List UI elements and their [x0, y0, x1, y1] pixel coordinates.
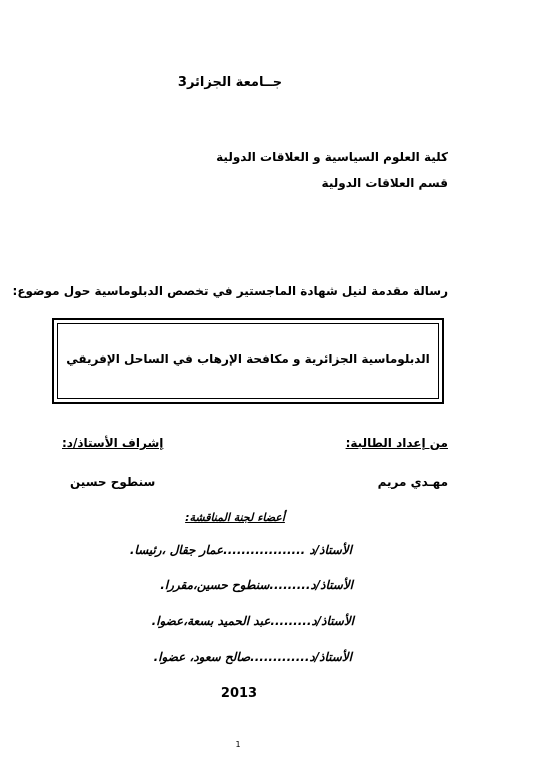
committee-title: أعضاء لجنة المناقشة:: [185, 511, 285, 524]
supervisor-label: إشراف الأستاذ/د:: [62, 436, 164, 450]
supervisor-name: سنطوح حسين: [70, 475, 156, 489]
committee-member: الأستاذ/د.........سنطوح حسين،مقررا.: [160, 578, 353, 592]
university-name: جــامعة الجزائر3: [177, 75, 283, 90]
committee-member: الأستاذ/د ..................عمار جقال ،رئيسا.: [129, 543, 352, 557]
student-name: مهـدي مريم: [377, 475, 448, 489]
department-name: قسم العلاقات الدولية: [321, 176, 448, 190]
memoir-statement: رسالة مقدمة لنيل شهادة الماجستير في تخصص الدبلوماسية حول موضوع:: [12, 284, 448, 298]
thesis-title-box: [52, 318, 444, 404]
faculty-name: كلية العلوم السياسية و العلاقات الدولية: [216, 150, 448, 164]
year: 2013: [220, 686, 258, 701]
thesis-title: الدبلوماسية الجزائرية و مكافحة الإرهاب في الساحل الإفريقي: [66, 352, 430, 366]
student-label: من إعداد الطالبة:: [345, 436, 448, 450]
committee-member: الأستاذ/د.............صالح سعود، عضوا.: [153, 650, 352, 664]
committee-member: الأستاذ/د.........عبد الحميد بسعة،عضوا.: [151, 614, 354, 628]
page-number: 1: [235, 740, 241, 749]
